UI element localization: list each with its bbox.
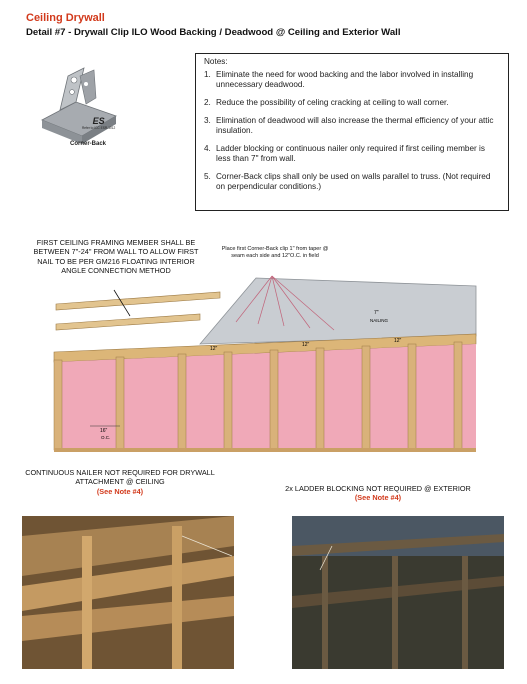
ceiling-joist [56, 314, 200, 330]
spacing-12-dimension: 12" [302, 342, 310, 348]
spacing-12-dimension: 12" [394, 338, 402, 344]
stud-spacing-dimension: 16" [100, 428, 108, 434]
nailing-dimension: 7" [374, 310, 379, 316]
attic-nailer-photo [22, 516, 234, 669]
es-reference: Refer to ICC ESR-1012 [82, 126, 116, 130]
spacing-12-dimension: 12" [210, 346, 218, 352]
ceiling-drywall-sheet [200, 278, 476, 344]
note-text: Reduce the possibility of celing cracking at ceiling to wall corner. [216, 98, 449, 107]
attic-blocking-photo [292, 516, 504, 669]
note-text: Eliminate the need for wood backing and the labor involved in installing unnecessary deadwood. [216, 70, 474, 89]
left-photo-note: (See Note #4) [96, 486, 144, 496]
es-mark: ES [92, 116, 105, 126]
note-item [204, 116, 500, 136]
product-caption: Corner-Back [70, 141, 107, 147]
stud-spacing-oc: O.C. [101, 435, 111, 440]
notes-heading: Notes: [204, 57, 228, 66]
detail-subtitle: Detail #7 - Drywall Clip ILO Wood Backing / Deadwood @ Ceiling and Exterior Wall [26, 27, 401, 38]
wall-bottom-plate [54, 448, 476, 452]
right-photo-note: (See Note #4) [354, 493, 402, 503]
note-item [204, 144, 500, 164]
left-photo-caption [20, 468, 220, 496]
ceiling-joist [56, 292, 220, 310]
note-number: 3. [204, 116, 211, 125]
page-title: Ceiling Drywall [26, 12, 105, 24]
clip-placement-callout: Place first Corner-Back clip 1" from taper @ seam each side and 12"O.C. in field [221, 246, 329, 259]
note-text: Corner-Back clips shall only be used on walls parallel to truss. (Not required on perpendicular conditions.) [216, 172, 491, 191]
left-photo-caption-text: CONTINUOUS NAILER NOT REQUIRED FOR DRYWALL ATTACHMENT @ CEILING [25, 468, 215, 487]
right-photo-caption [278, 484, 478, 503]
note-item [204, 172, 500, 192]
notes-box [195, 53, 509, 211]
nailing-label: NAILING [370, 318, 389, 323]
note-item [204, 70, 500, 90]
note-number: 1. [204, 70, 211, 79]
icc-es-logo [82, 118, 115, 132]
note-text: Ladder blocking or continuous nailer only required if first ceiling member is less than 7" from wall. [216, 144, 485, 163]
note-number: 4. [204, 144, 211, 153]
note-item [204, 98, 500, 108]
note-text: Elimination of deadwood will also increase the thermal efficiency of your attic insulation. [216, 116, 494, 135]
right-photo-caption-text: 2x LADDER BLOCKING NOT REQUIRED @ EXTERIOR [285, 484, 471, 493]
framing-member-callout: FIRST CEILING FRAMING MEMBER SHALL BE BETWEEN 7"-24" FROM WALL TO ALLOW FIRST NAIL TO BE PER GM216 FLOATING INTERIOR ANGLE CONNECTION METHOD [33, 238, 199, 276]
note-number: 5. [204, 172, 211, 181]
note-number: 2. [204, 98, 211, 107]
